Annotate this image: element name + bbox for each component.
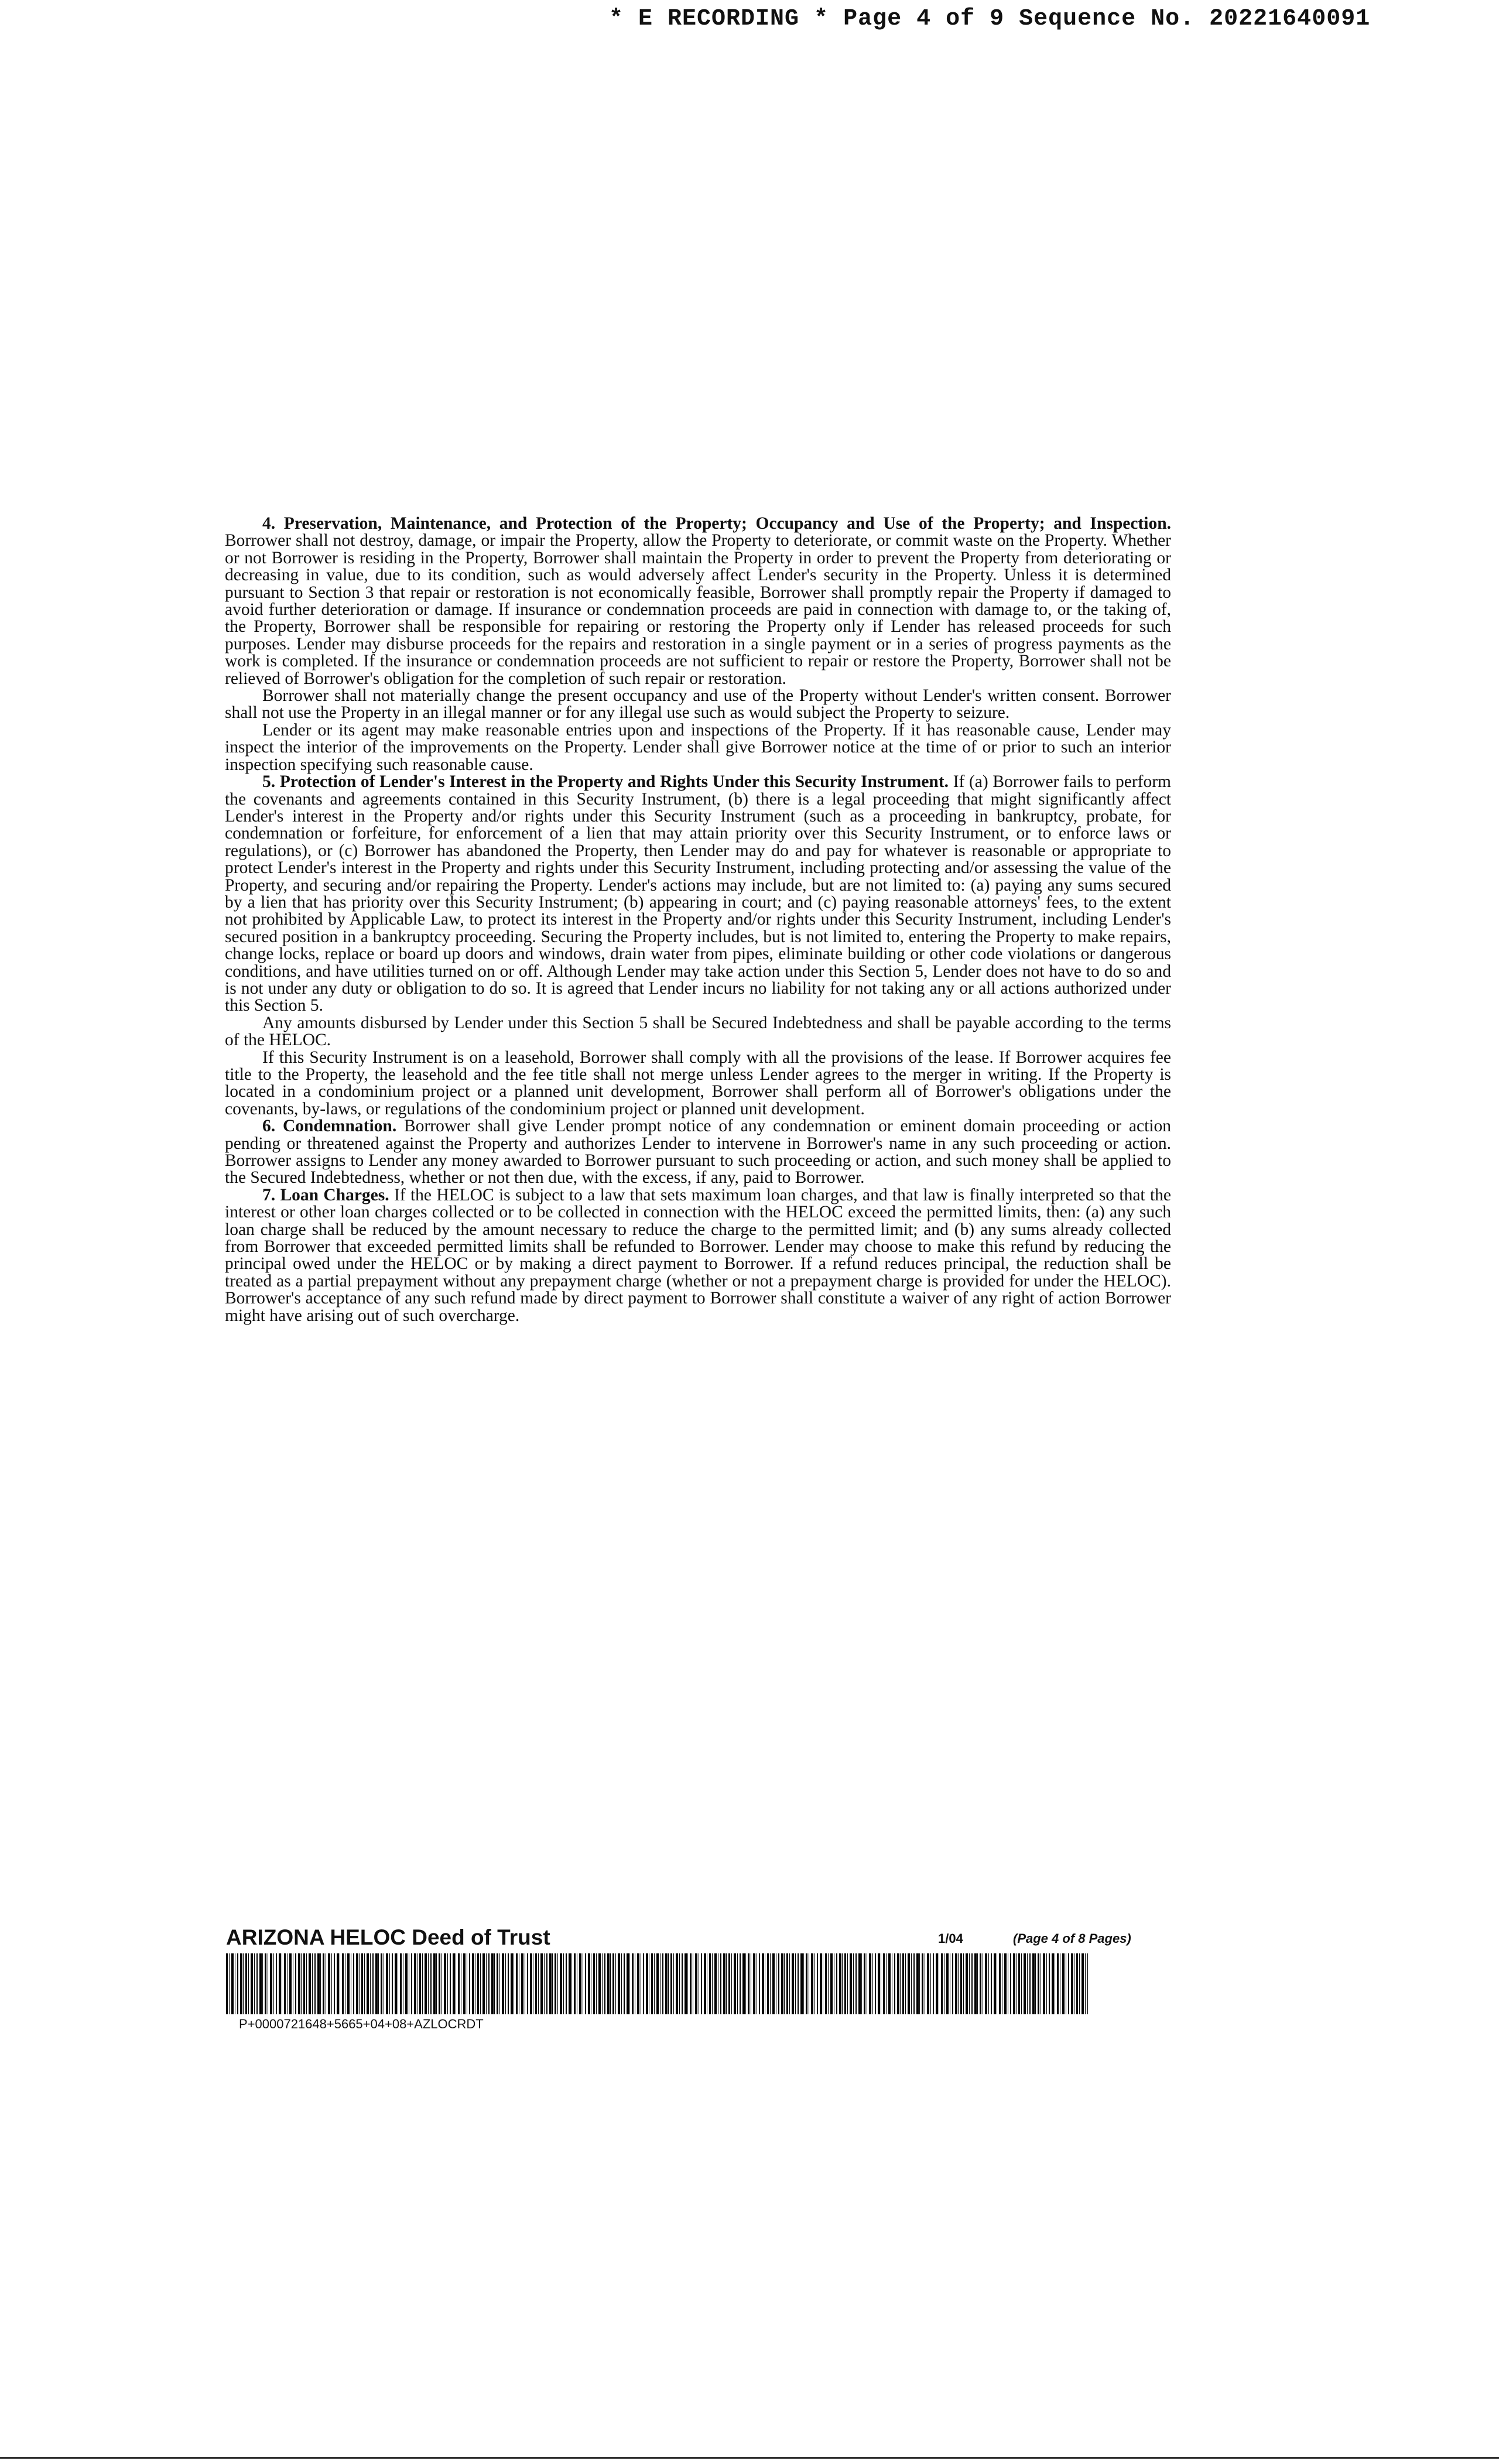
section-6-paragraph — [225, 1118, 1171, 1187]
section-5-title: 5. Protection of Lender's Interest in the Property and Rights Under this Security Instrument. — [262, 772, 949, 792]
paragraph-amounts-disbursed: Any amounts disbursed by Lender under this Section 5 shall be Secured Indebtedness and shall be payable according to the terms of the HELOC. — [225, 1013, 1171, 1050]
section-5-text: If (a) Borrower fails to perform the covenants and agreements contained in this Security Instrument, (b) there is a legal proceeding that might significantly affect Lender's interest in the Property and/or rights under this Security Instrument (such as a proceeding in bankruptcy, probate, for condemnation or forfeiture, for enforcement of a lien that may attain priority over this Security Instrument, or to enforce laws or regulations), or (c) Borrower has abandoned the Property, then Lender may do and pay for whatever is reasonable or appropriate to protect Lender's interest in the Property and rights under this Security Instrument, including protecting and/or assessing the value of the Property, and securing and/or repairing the Property. Lender's actions may include, but are not limited to: (a) paying any sums secured by a lien that has priority over this Security Instrument; (b) appearing in court; and (c) paying reasonable attorneys' fees, to the extent not prohibited by Applicable Law, to protect its interest in the Property and/or rights under this Security Instrument, including Lender's secured position in a bankruptcy proceeding. Securing the Property includes, but is not limited to, entering the Property to make repairs, change locks, replace or board up doors and windows, drain water from pipes, eliminate building or other code violations or dangerous conditions, and have utilities turned on or off. Although Lender may take action under this Section 5, Lender does not have to do so and is not under any duty or obligation to do so. It is agreed that Lender incurs no liability for not taking any or all actions authorized under this Section 5. — [225, 772, 1172, 1015]
section-4-title: 4. Preservation, Maintenance, and Protection of the Property; Occupancy and Use of the Property; and Inspection. — [262, 514, 1171, 533]
form-title: ARIZONA HELOC Deed of Trust — [226, 1925, 550, 1949]
recording-header: * E RECORDING * Page 4 of 9 Sequence No. 20221640091 — [609, 6, 1371, 32]
section-6-text: Borrower shall give Lender prompt notice of any condemnation or eminent domain proceeding or action pending or threatened against the Property and authorizes Lender to intervene in Borrower's name in any such proceeding or action. Borrower assigns to Lender any money awarded to Borrower pursuant to such proceeding or action, and such money shall be applied to the Secured Indebtedness, whether or not then due, with the excess, if any, paid to Borrower. — [225, 1117, 1172, 1187]
section-5-paragraph — [225, 774, 1171, 1015]
form-date: 1/04 — [938, 1931, 963, 1946]
paragraph-leasehold: If this Security Instrument is on a leasehold, Borrower shall comply with all the provisions of the lease. If Borrower acquires fee title to the Property, the leasehold and the fee title shall not merge unless Lender agrees to the merger in writing. If the Property is located in a condominium project or a planned unit development, Borrower shall perform all of Borrower's obligations under the covenants, by-laws, or regulations of the condominium project or planned unit development. — [225, 1048, 1171, 1118]
section-7-title: 7. Loan Charges. — [262, 1185, 389, 1204]
section-6-title: 6. Condemnation. — [262, 1117, 397, 1136]
section-7-text: If the HELOC is subject to a law that sets maximum loan charges, and that law is finally interpreted so that the interest or other loan charges collected or to be collected in connection with the HELOC exceed the permitted limits, then: (a) any such loan charge shall be reduced by the amount necessary to reduce the charge to the permitted limit; and (b) any sums already collected from Borrower that exceeded permitted limits shall be refunded to Borrower. Lender may choose to make this refund by reducing the principal owed under the HELOC or by making a direct payment to Borrower. If a refund reduces principal, the reduction shall be treated as a partial prepayment without any prepayment charge (whether or not a prepayment charge is provided for under the HELOC). Borrower's acceptance of any such refund made by direct payment to Borrower shall constitute a waiver of any right of action Borrower might have arising out of such overcharge. — [225, 1185, 1171, 1325]
page-info: (Page 4 of 8 Pages) — [1013, 1931, 1131, 1946]
section-4-paragraph — [225, 515, 1171, 687]
document-body — [225, 515, 1171, 1325]
section-7-paragraph — [225, 1187, 1171, 1325]
paragraph-inspection: Lender or its agent may make reasonable entries upon and inspections of the Property. If it has reasonable cause, Lender may inspect the interior of the improvements on the Property. Lender shall give Borrower notice at the time of or prior to such an interior inspection specifying such reasonable cause. — [225, 720, 1171, 774]
section-4-text: Borrower shall not destroy, damage, or impair the Property, allow the Property to deteriorate, or commit waste on the Property. Whether or not Borrower is residing in the Property, Borrower shall maintain the Property in order to prevent the Property from deteriorating or decreasing in value, due to its condition, such as would adversely affect Lender's security in the Property. Unless it is determined pursuant to Section 3 that repair or restoration is not economically feasible, Borrower shall promptly repair the Property if damaged to avoid further deterioration or damage. If insurance or condemnation proceeds are paid in connection with damage to, or the taking of, the Property, Borrower shall be responsible for repairing or restoring the Property only if Lender has released proceeds for such purposes. Lender may disburse proceeds for the repairs and restoration in a single payment or in a series of progress payments as the work is completed. If the insurance or condemnation proceeds are not sufficient to repair or restore the Property, Borrower shall not be relieved of Borrower's obligation for the completion of such repair or restoration. — [225, 531, 1171, 688]
paragraph-occupancy: Borrower shall not materially change the present occupancy and use of the Property without Lender's written consent. Borrower shall not use the Property in an illegal manner or for any illegal use such as would subject the Property to seizure. — [225, 686, 1171, 723]
barcode-text: P+0000721648+5665+04+08+AZLOCRDT — [239, 2017, 484, 2031]
page-bottom-rule — [0, 2457, 1499, 2459]
barcode-image — [226, 1953, 1088, 2014]
